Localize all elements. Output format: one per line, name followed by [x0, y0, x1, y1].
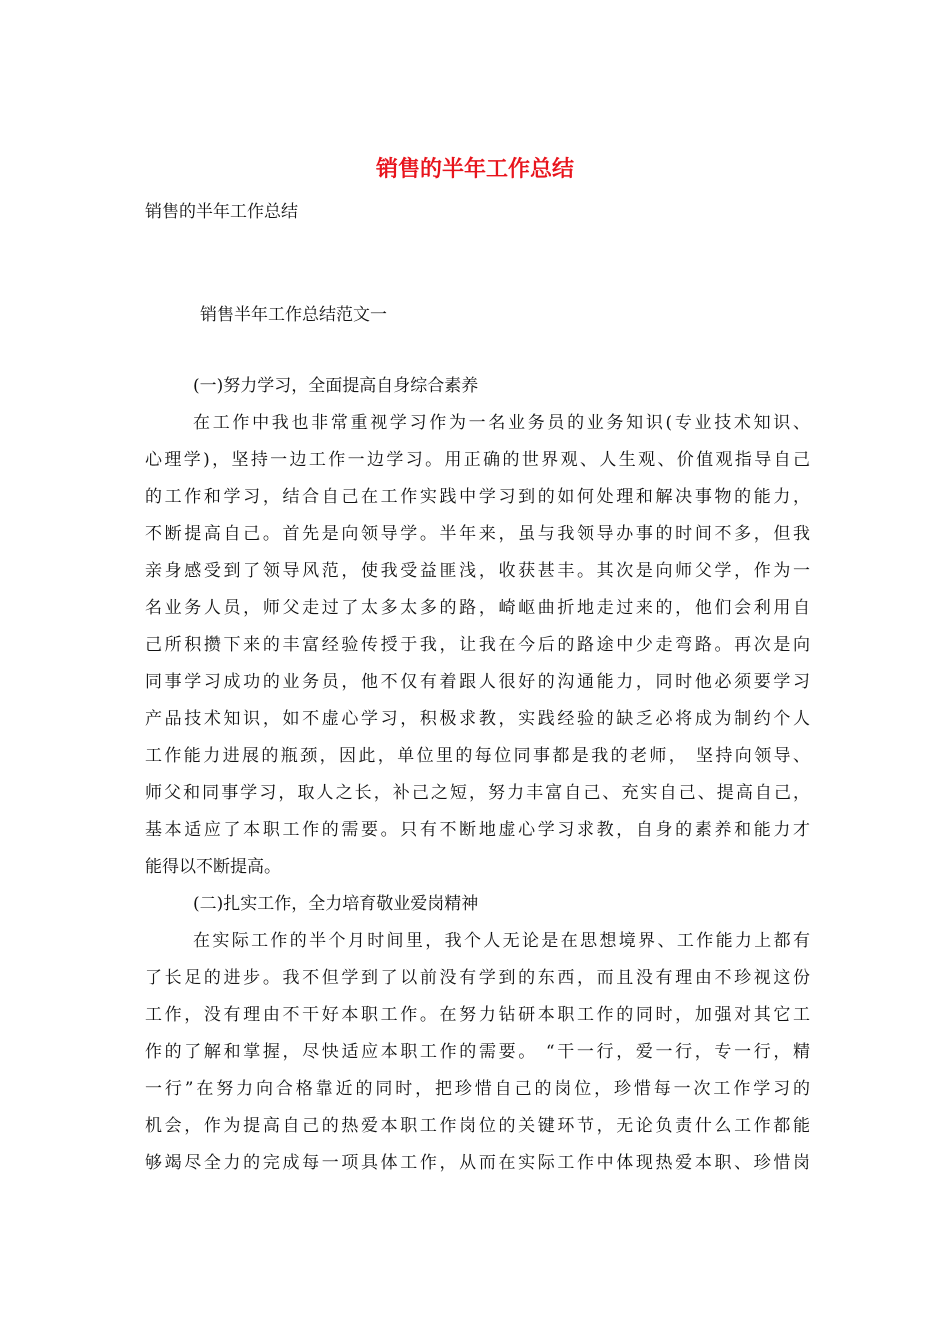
- paragraph-line: 己所积攒下来的丰富经验传授于我，让我在今后的路途中少走弯路。再次是向: [145, 635, 810, 655]
- paragraph-line: 一行”在努力向合格靠近的同时，把珍惜自己的岗位，珍惜每一次工作学习的: [145, 1079, 810, 1099]
- paragraph-line: 能得以不断提高。: [145, 857, 281, 877]
- sample-heading: 销售半年工作总结范文一: [200, 305, 387, 325]
- section-heading-2: (二)扎实工作，全力培育敬业爱岗精神: [193, 894, 479, 914]
- document-subtitle: 销售的半年工作总结: [145, 202, 298, 222]
- paragraph-line: 在工作中我也非常重视学习作为一名业务员的业务知识(专业技术知识、: [193, 413, 810, 433]
- paragraph-line: 工作能力进展的瓶颈，因此，单位里的每位同事都是我的老师， 坚持向领导、: [145, 746, 810, 766]
- paragraph-line: 心理学)，坚持一边工作一边学习。用正确的世界观、人生观、价值观指导自己: [145, 450, 810, 470]
- section-heading-1: (一)努力学习，全面提高自身综合素养: [193, 376, 479, 396]
- paragraph-line: 亲身感受到了领导风范，使我受益匪浅，收获甚丰。其次是向师父学，作为一: [145, 561, 810, 581]
- paragraph-line: 基本适应了本职工作的需要。只有不断地虚心学习求教，自身的素养和能力才: [145, 820, 810, 840]
- paragraph-line: 够竭尽全力的完成每一项具体工作，从而在实际工作中体现热爱本职、珍惜岗: [145, 1153, 810, 1173]
- paragraph-line: 产品技术知识，如不虚心学习，积极求教，实践经验的缺乏必将成为制约个人: [145, 709, 810, 729]
- paragraph-line: 不断提高自己。首先是向领导学。半年来，虽与我领导办事的时间不多，但我: [145, 524, 810, 544]
- paragraph-line: 师父和同事学习，取人之长，补己之短，努力丰富自己、充实自己、提高自己，: [145, 783, 810, 803]
- body-text: [145, 368, 810, 1182]
- document-title: 销售的半年工作总结: [375, 156, 574, 182]
- paragraph-line: 在实际工作的半个月时间里，我个人无论是在思想境界、工作能力上都有: [193, 931, 810, 951]
- paragraph-line: 同事学习成功的业务员，他不仅有着跟人很好的沟通能力，同时他必须要学习: [145, 672, 810, 692]
- paragraph-line: 了长足的进步。我不但学到了以前没有学到的东西，而且没有理由不珍视这份: [145, 968, 810, 988]
- paragraph-line: 的工作和学习，结合自己在工作实践中学习到的如何处理和解决事物的能力，: [145, 487, 810, 507]
- paragraph-line: 机会，作为提高自己的热爱本职工作岗位的关键环节，无论负责什么工作都能: [145, 1116, 810, 1136]
- paragraph-line: 工作，没有理由不干好本职工作。在努力钻研本职工作的同时，加强对其它工: [145, 1005, 810, 1025]
- paragraph-line: 名业务人员，师父走过了太多太多的路，崎岖曲折地走过来的，他们会利用自: [145, 598, 810, 618]
- paragraph-line: 作的了解和掌握，尽快适应本职工作的需要。 “干一行，爱一行，专一行，精: [145, 1042, 810, 1062]
